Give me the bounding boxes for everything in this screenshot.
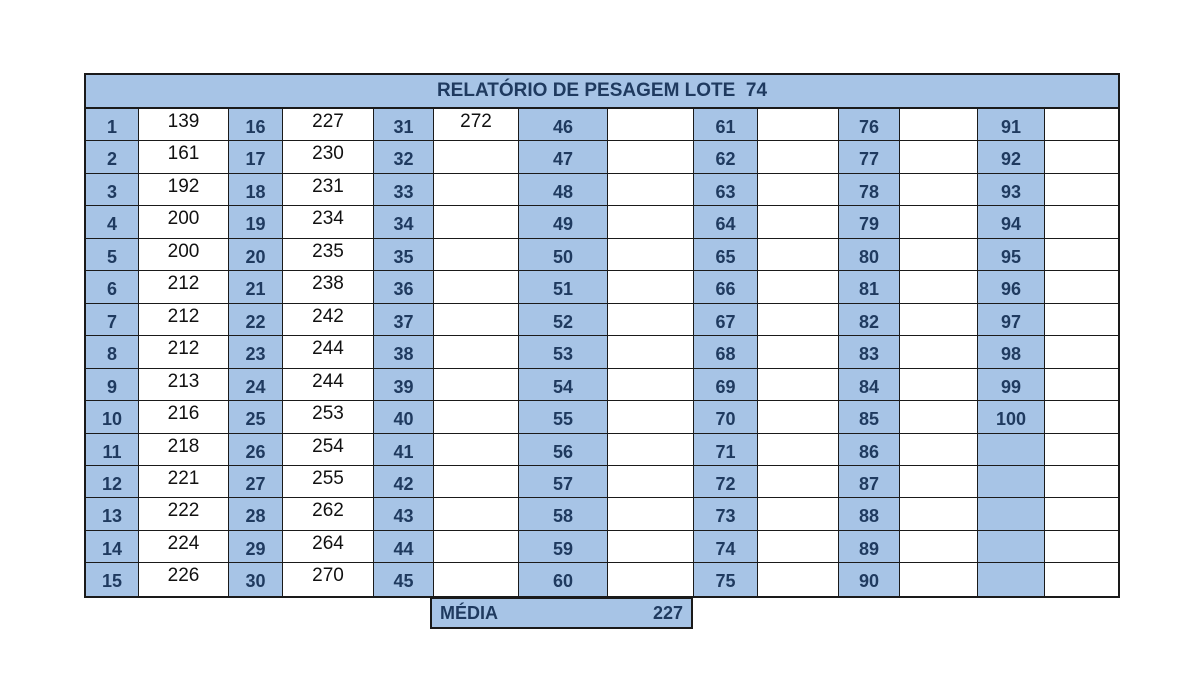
entry-weight: 200	[139, 206, 229, 239]
entry-weight	[1045, 531, 1118, 563]
entry-number: 84	[839, 369, 900, 401]
entry-weight	[900, 466, 978, 498]
entry-number: 18	[229, 174, 283, 206]
entry-number: 61	[694, 109, 758, 141]
entry-number: 85	[839, 401, 900, 434]
entry-number: 6	[86, 271, 139, 304]
entry-weight: 213	[139, 369, 229, 401]
entry-number: 68	[694, 336, 758, 369]
entry-weight: 212	[139, 271, 229, 304]
entry-number: 16	[229, 109, 283, 141]
entry-number: 34	[374, 206, 434, 239]
entry-weight	[900, 401, 978, 434]
entry-weight	[434, 531, 519, 563]
entry-weight: 224	[139, 531, 229, 563]
entry-number: 95	[978, 239, 1045, 271]
entry-number: 79	[839, 206, 900, 239]
entry-number	[978, 498, 1045, 531]
entry-number: 17	[229, 141, 283, 174]
entry-number: 53	[519, 336, 608, 369]
entry-weight: 212	[139, 336, 229, 369]
entry-number: 44	[374, 531, 434, 563]
entry-weight	[758, 434, 839, 466]
entry-number: 46	[519, 109, 608, 141]
entry-number: 54	[519, 369, 608, 401]
entry-weight	[758, 531, 839, 563]
entry-number: 2	[86, 141, 139, 174]
entry-weight	[1045, 141, 1118, 174]
entry-number: 62	[694, 141, 758, 174]
entry-weight	[758, 304, 839, 336]
entry-weight: 254	[283, 434, 374, 466]
entry-weight	[434, 271, 519, 304]
entry-number: 56	[519, 434, 608, 466]
entry-weight	[608, 239, 694, 271]
entry-number: 81	[839, 271, 900, 304]
entry-weight: 238	[283, 271, 374, 304]
entry-number: 11	[86, 434, 139, 466]
entry-number: 39	[374, 369, 434, 401]
entry-number: 40	[374, 401, 434, 434]
entry-weight	[434, 336, 519, 369]
entry-number: 94	[978, 206, 1045, 239]
entry-number: 71	[694, 434, 758, 466]
entry-number: 88	[839, 498, 900, 531]
average-value: 227	[652, 603, 683, 623]
entry-number: 86	[839, 434, 900, 466]
entry-weight	[1045, 174, 1118, 206]
entry-weight	[900, 304, 978, 336]
entry-number: 41	[374, 434, 434, 466]
entry-weight	[900, 336, 978, 369]
entry-weight: 244	[283, 336, 374, 369]
entry-weight	[608, 466, 694, 498]
entry-number: 43	[374, 498, 434, 531]
entry-weight	[900, 369, 978, 401]
average-box	[430, 597, 693, 629]
entry-weight	[608, 206, 694, 239]
entry-weight	[1045, 466, 1118, 498]
entry-weight: 226	[139, 563, 229, 596]
entry-number: 75	[694, 563, 758, 596]
entry-weight	[608, 304, 694, 336]
entry-number: 83	[839, 336, 900, 369]
entry-weight	[1045, 369, 1118, 401]
entry-weight	[758, 563, 839, 596]
entry-number: 15	[86, 563, 139, 596]
entry-weight: 139	[139, 109, 229, 141]
entry-number: 19	[229, 206, 283, 239]
entry-number: 26	[229, 434, 283, 466]
entry-number: 32	[374, 141, 434, 174]
entry-number: 98	[978, 336, 1045, 369]
entry-weight	[900, 206, 978, 239]
entry-number: 96	[978, 271, 1045, 304]
entry-weight	[900, 434, 978, 466]
entry-number: 35	[374, 239, 434, 271]
entry-weight	[1045, 304, 1118, 336]
entry-number: 3	[86, 174, 139, 206]
entry-weight	[608, 531, 694, 563]
entry-weight	[758, 271, 839, 304]
entry-weight	[758, 174, 839, 206]
entry-number: 90	[839, 563, 900, 596]
entry-weight	[1045, 563, 1118, 596]
entry-weight: 192	[139, 174, 229, 206]
entry-weight	[758, 369, 839, 401]
report-title: RELATÓRIO DE PESAGEM LOTE 74	[86, 75, 1118, 109]
entry-weight	[758, 498, 839, 531]
entry-weight	[900, 239, 978, 271]
entry-number: 80	[839, 239, 900, 271]
entry-number: 74	[694, 531, 758, 563]
entry-number: 49	[519, 206, 608, 239]
entry-weight	[900, 563, 978, 596]
entry-number: 60	[519, 563, 608, 596]
entry-number: 47	[519, 141, 608, 174]
entry-number: 12	[86, 466, 139, 498]
entry-number: 37	[374, 304, 434, 336]
entry-number: 5	[86, 239, 139, 271]
weighing-report-table	[84, 73, 1120, 598]
entry-weight: 242	[283, 304, 374, 336]
entry-weight: 235	[283, 239, 374, 271]
entry-weight	[608, 141, 694, 174]
entry-weight: 270	[283, 563, 374, 596]
entry-weight	[608, 336, 694, 369]
entry-weight: 227	[283, 109, 374, 141]
entry-number: 48	[519, 174, 608, 206]
entry-weight	[1045, 498, 1118, 531]
entry-weight	[608, 369, 694, 401]
entry-number: 28	[229, 498, 283, 531]
entry-weight: 218	[139, 434, 229, 466]
entry-number: 82	[839, 304, 900, 336]
entry-number: 20	[229, 239, 283, 271]
entry-number: 13	[86, 498, 139, 531]
entry-number: 55	[519, 401, 608, 434]
entry-number: 24	[229, 369, 283, 401]
entry-number	[978, 466, 1045, 498]
entry-number: 14	[86, 531, 139, 563]
entry-weight	[434, 174, 519, 206]
entry-weight	[1045, 336, 1118, 369]
entry-number: 52	[519, 304, 608, 336]
entry-number: 66	[694, 271, 758, 304]
entry-number: 72	[694, 466, 758, 498]
entry-number: 87	[839, 466, 900, 498]
entry-weight	[608, 434, 694, 466]
entry-number: 8	[86, 336, 139, 369]
entry-weight	[900, 174, 978, 206]
entry-weight	[758, 206, 839, 239]
entry-number: 91	[978, 109, 1045, 141]
entry-number: 45	[374, 563, 434, 596]
entry-weight	[900, 271, 978, 304]
entry-number: 38	[374, 336, 434, 369]
entry-number: 29	[229, 531, 283, 563]
entry-number: 50	[519, 239, 608, 271]
entry-number: 1	[86, 109, 139, 141]
entry-number: 65	[694, 239, 758, 271]
entry-number	[978, 434, 1045, 466]
entry-weight: 221	[139, 466, 229, 498]
entry-number: 76	[839, 109, 900, 141]
entry-weight: 272	[434, 109, 519, 141]
entry-weight	[608, 271, 694, 304]
entry-weight: 255	[283, 466, 374, 498]
entry-weight: 216	[139, 401, 229, 434]
entry-weight	[900, 141, 978, 174]
entry-weight	[900, 498, 978, 531]
entry-weight	[1045, 401, 1118, 434]
entry-weight	[1045, 206, 1118, 239]
entry-number: 42	[374, 466, 434, 498]
entry-weight	[434, 466, 519, 498]
entry-number: 4	[86, 206, 139, 239]
entry-weight	[434, 141, 519, 174]
entry-weight	[758, 401, 839, 434]
entry-weight	[608, 109, 694, 141]
entry-weight	[434, 401, 519, 434]
entry-number: 57	[519, 466, 608, 498]
entry-weight: 244	[283, 369, 374, 401]
entry-weight	[758, 466, 839, 498]
entry-number: 63	[694, 174, 758, 206]
entry-weight: 253	[283, 401, 374, 434]
entry-number: 22	[229, 304, 283, 336]
entry-number: 9	[86, 369, 139, 401]
entry-weight: 231	[283, 174, 374, 206]
entry-number: 21	[229, 271, 283, 304]
entry-number: 59	[519, 531, 608, 563]
entry-weight: 222	[139, 498, 229, 531]
entry-weight	[434, 239, 519, 271]
average-label: MÉDIA	[440, 603, 498, 623]
entry-number: 10	[86, 401, 139, 434]
entry-number: 100	[978, 401, 1045, 434]
entry-weight	[900, 531, 978, 563]
entry-weight	[434, 434, 519, 466]
entry-weight	[434, 304, 519, 336]
entry-number: 92	[978, 141, 1045, 174]
weights-grid	[86, 109, 1118, 596]
entry-number	[978, 563, 1045, 596]
entry-number: 73	[694, 498, 758, 531]
entry-weight: 230	[283, 141, 374, 174]
entry-weight	[1045, 434, 1118, 466]
entry-weight: 161	[139, 141, 229, 174]
entry-weight: 262	[283, 498, 374, 531]
entry-weight: 234	[283, 206, 374, 239]
entry-weight: 264	[283, 531, 374, 563]
entry-weight	[608, 174, 694, 206]
entry-weight	[900, 109, 978, 141]
entry-number: 67	[694, 304, 758, 336]
entry-number: 99	[978, 369, 1045, 401]
entry-number: 69	[694, 369, 758, 401]
entry-weight	[758, 109, 839, 141]
entry-number: 25	[229, 401, 283, 434]
entry-number: 30	[229, 563, 283, 596]
entry-weight	[758, 336, 839, 369]
entry-weight	[1045, 109, 1118, 141]
entry-number: 89	[839, 531, 900, 563]
entry-number: 27	[229, 466, 283, 498]
entry-weight	[434, 498, 519, 531]
entry-weight	[1045, 239, 1118, 271]
entry-number: 7	[86, 304, 139, 336]
entry-weight: 212	[139, 304, 229, 336]
entry-number: 51	[519, 271, 608, 304]
entry-weight: 200	[139, 239, 229, 271]
entry-weight	[434, 369, 519, 401]
entry-number	[978, 531, 1045, 563]
entry-weight	[608, 401, 694, 434]
entry-number: 58	[519, 498, 608, 531]
entry-weight	[1045, 271, 1118, 304]
entry-number: 78	[839, 174, 900, 206]
entry-number: 93	[978, 174, 1045, 206]
entry-number: 23	[229, 336, 283, 369]
entry-weight	[608, 498, 694, 531]
entry-number: 77	[839, 141, 900, 174]
entry-number: 31	[374, 109, 434, 141]
entry-weight	[608, 563, 694, 596]
entry-number: 97	[978, 304, 1045, 336]
entry-number: 36	[374, 271, 434, 304]
entry-weight	[434, 206, 519, 239]
entry-weight	[758, 239, 839, 271]
entry-weight	[434, 563, 519, 596]
entry-number: 70	[694, 401, 758, 434]
entry-weight	[758, 141, 839, 174]
entry-number: 64	[694, 206, 758, 239]
entry-number: 33	[374, 174, 434, 206]
